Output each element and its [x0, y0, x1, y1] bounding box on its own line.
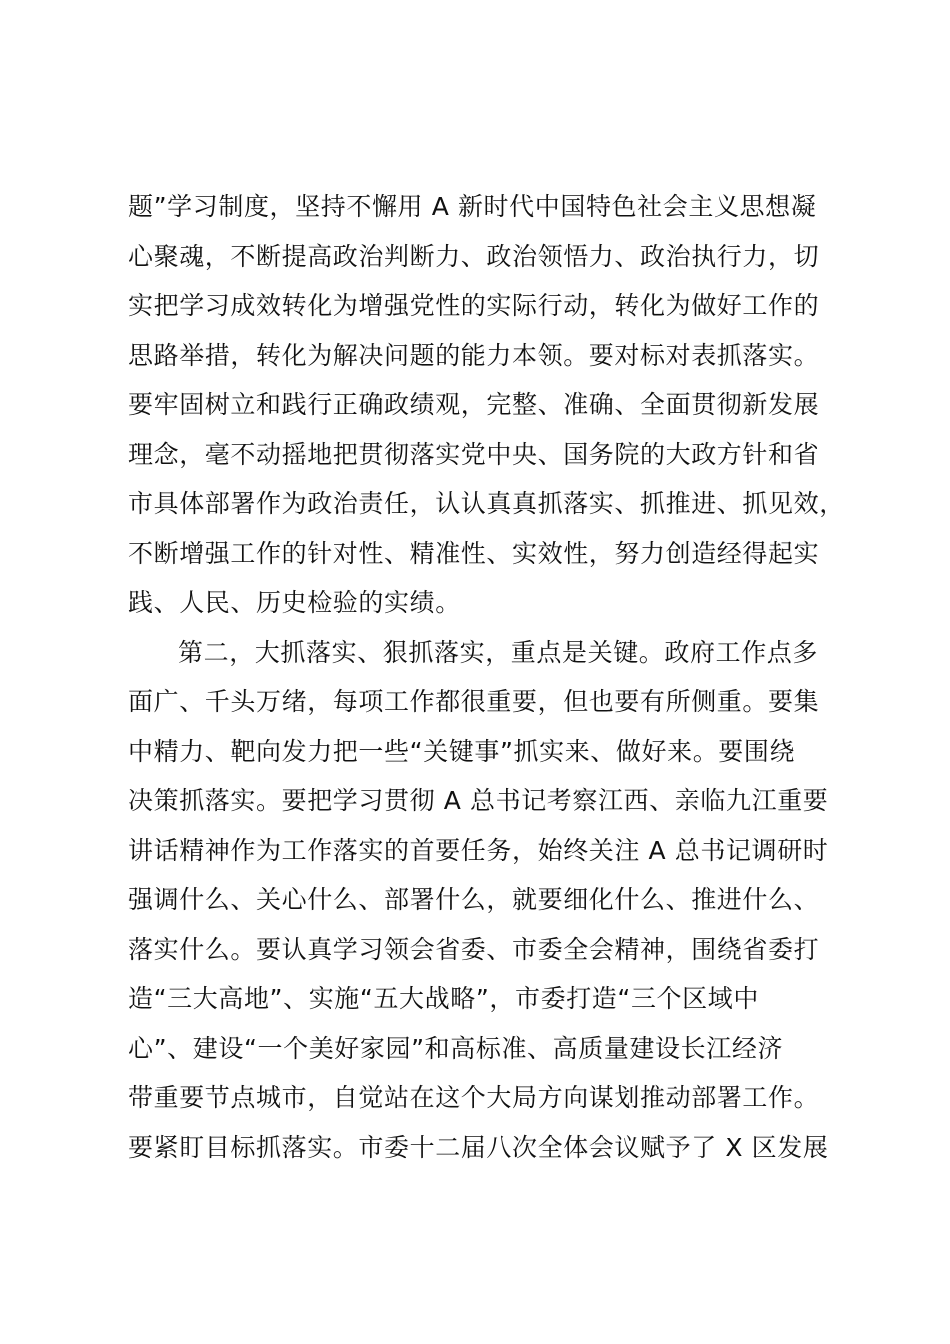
text-line-17: 造“三大高地”、实施“五大战略”，市委打造“三个区域中 — [128, 984, 759, 1013]
text-line-4: 思路举措，转化为解决问题的能力本领。要对标对表抓落实。 — [128, 340, 820, 370]
paragraph-2-first-line: 第二，大抓落实、狠抓落实，重点是关键。政府工作点多 — [178, 637, 819, 667]
text-line-8: 不断增强工作的针对性、精准性、实效性，努力创造经得起实 — [128, 538, 820, 568]
body-text — [128, 182, 858, 1172]
text-line-3: 实把学习成效转化为增强党性的实际行动，转化为做好工作的 — [128, 291, 820, 320]
text-line-11: 面广、千头万绪，每项工作都很重要，但也要有所侧重。要集 — [128, 687, 820, 716]
text-line-1: 题”学习制度，坚持不懈用 A 新时代中国特色社会主义思想凝 — [128, 192, 817, 221]
text-line-2: 心聚魂，不断提高政治判断力、政治领悟力、政治执行力，切 — [128, 241, 820, 271]
text-line-12: 中精力、靶向发力把一些“关键事”抓实来、做好来。要围绕 — [128, 736, 796, 766]
text-line-6: 理念，毫不动摇地把贯彻落实党中央、国务院的大政方针和省 — [128, 439, 820, 469]
text-line-5: 要牢固树立和践行正确政绩观，完整、准确、全面贯彻新发展 — [128, 390, 820, 419]
text-line-18: 心”、建设“一个美好家园”和高标准、高质量建设长江经济 — [128, 1033, 784, 1063]
text-line-14: 讲话精神作为工作落实的首要任务，始终关注 A 总书记调研时 — [128, 835, 829, 865]
text-line-13: 决策抓落实。要把学习贯彻 A 总书记考察江西、亲临九江重要 — [128, 786, 829, 815]
text-line-16: 落实什么。要认真学习领会省委、市委全会精神，围绕省委打 — [128, 934, 820, 964]
text-line-15: 强调什么、关心什么、部署什么，就要细化什么、推进什么、 — [128, 885, 820, 914]
text-line-19: 带重要节点城市，自觉站在这个大局方向谋划推动部署工作。 — [128, 1083, 820, 1112]
text-line-9: 践、人民、历史检验的实绩。 — [128, 588, 461, 617]
text-line-20: 要紧盯目标抓落实。市委十二届八次全体会议赋予了 X 区发展 — [128, 1132, 829, 1162]
text-line-7: 市具体部署作为政治责任，认认真真抓落实、抓推进、抓见效， — [128, 489, 845, 518]
